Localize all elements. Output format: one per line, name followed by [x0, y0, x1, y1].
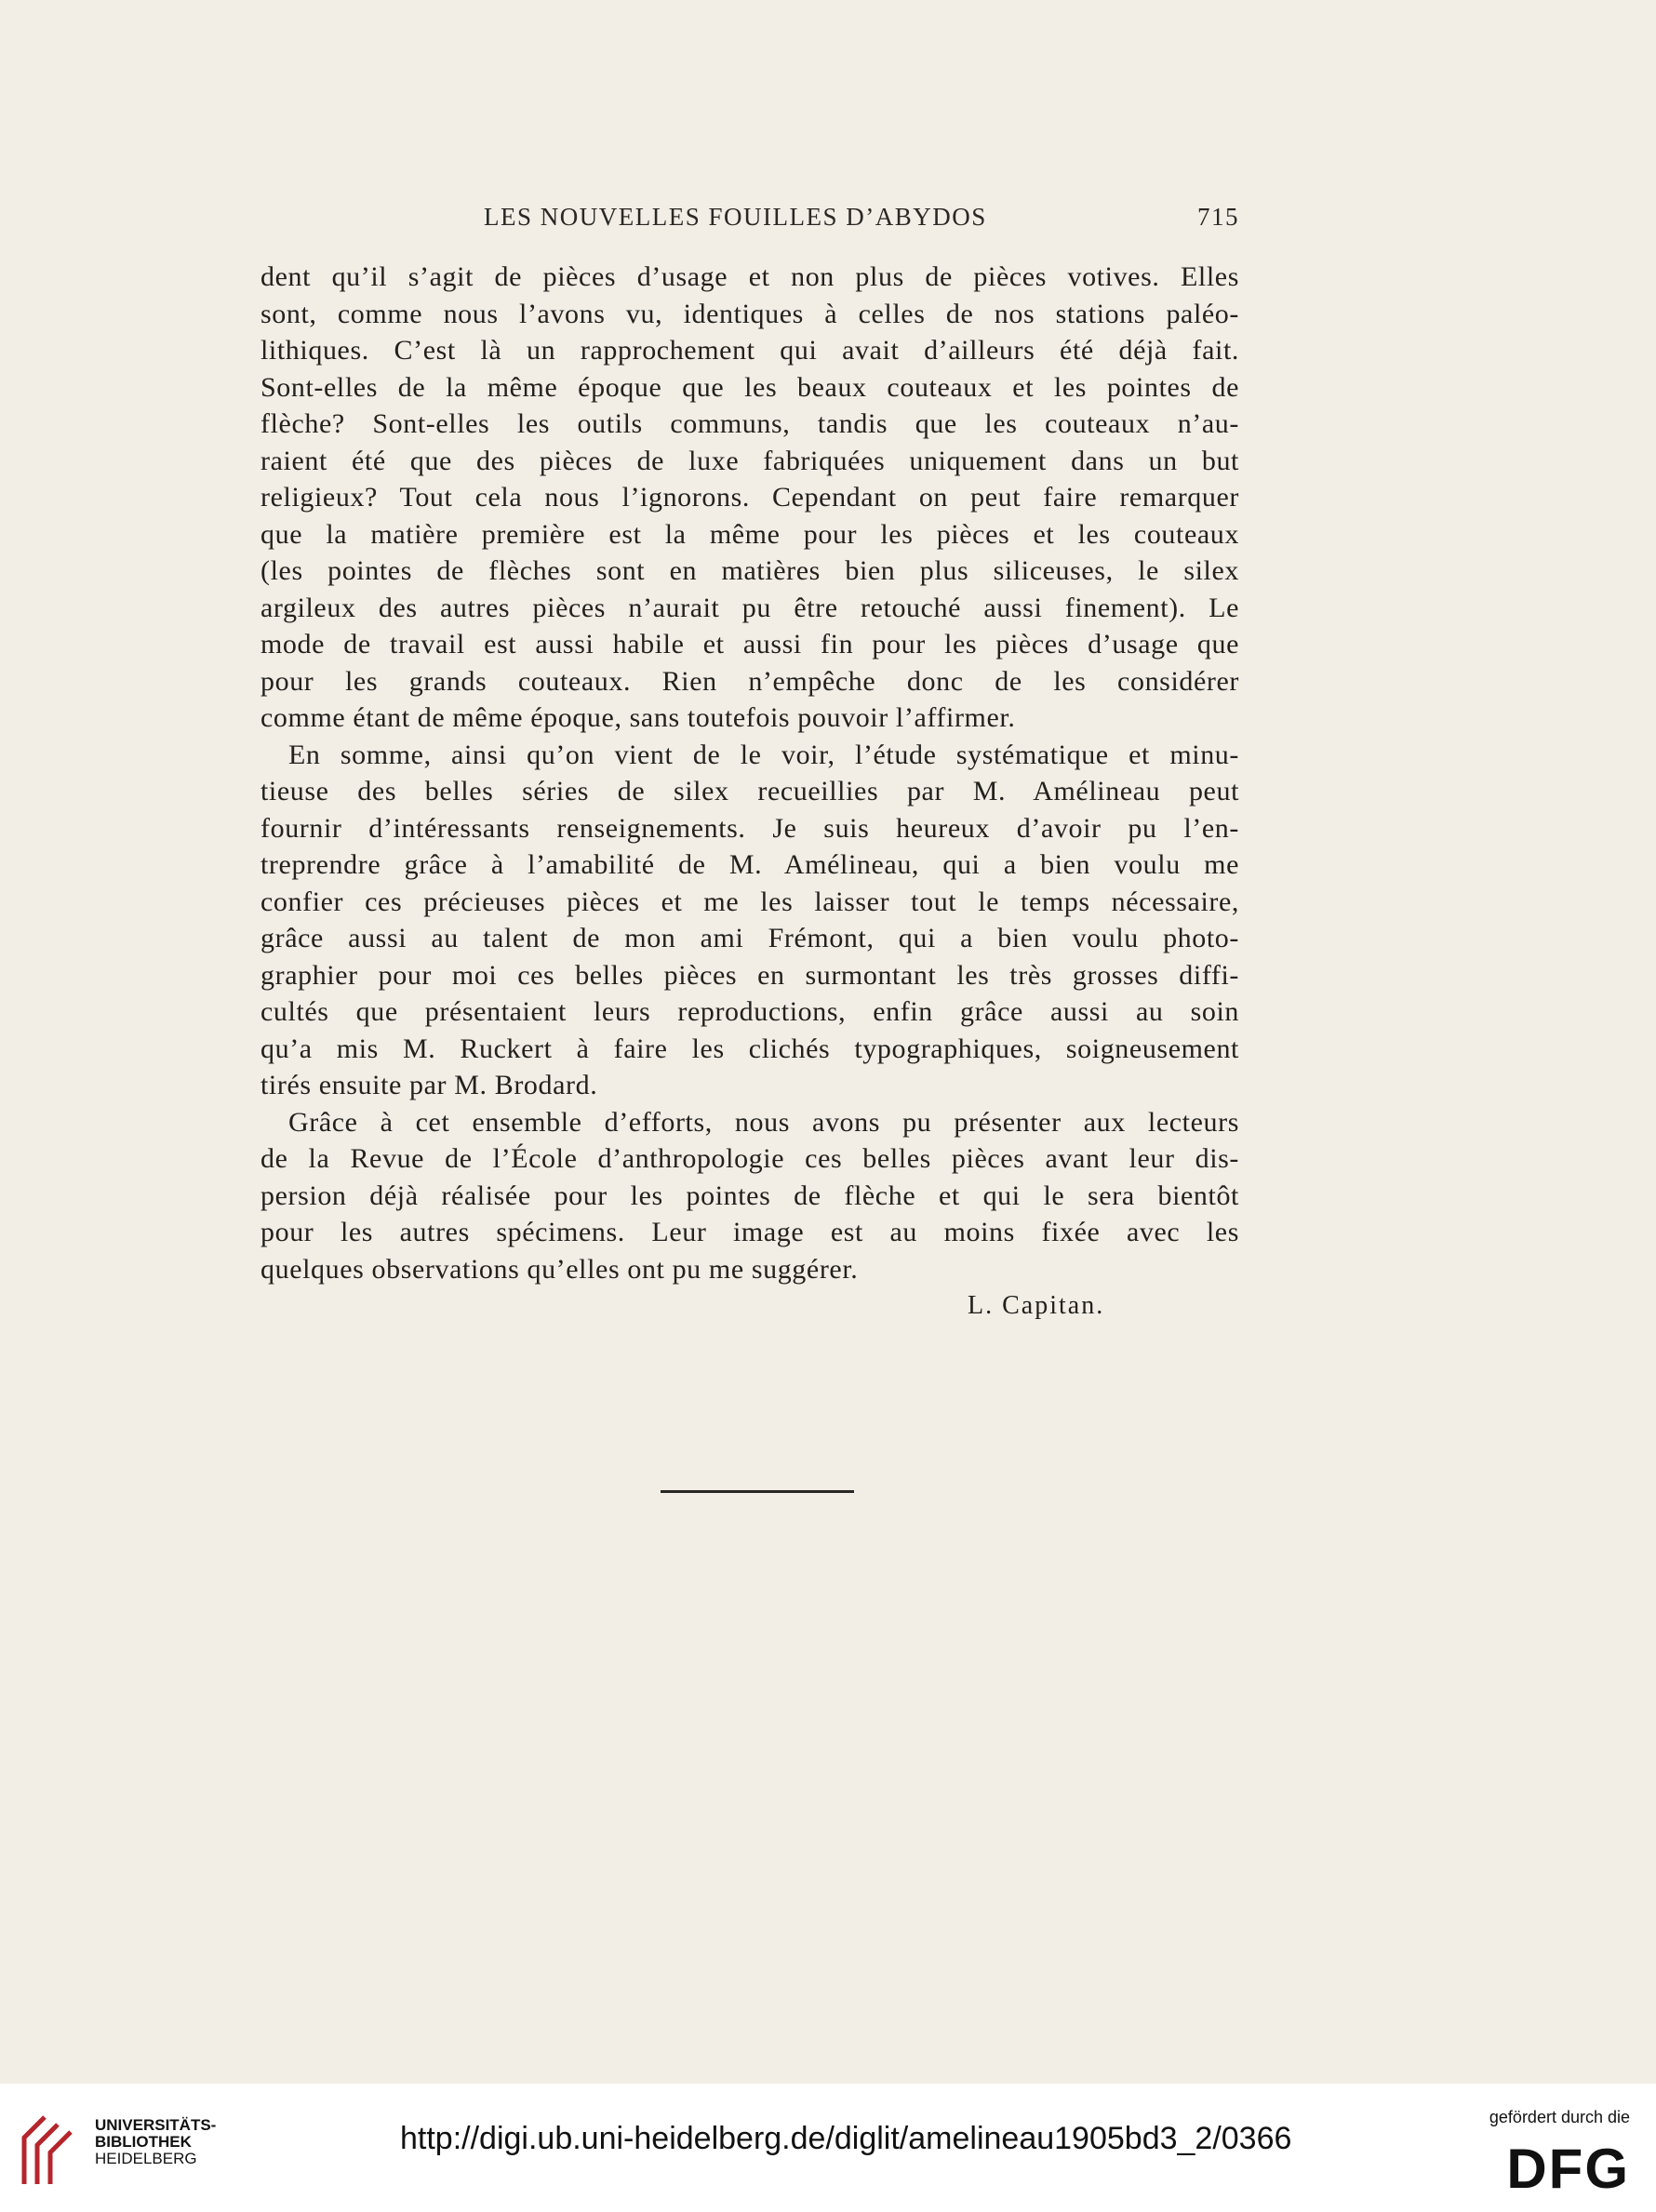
page-number: 715 — [1197, 203, 1239, 231]
text-line: pour les autres spécimens. Leur image est au moins fixée avec les — [260, 1217, 1239, 1247]
text-line: dent qu’il s’agit de pièces d’usage et non plus de pièces votives. Elles — [260, 261, 1239, 292]
text-line: graphier pour moi ces belles pièces en surmontant les très grosses diffi- — [260, 959, 1239, 991]
library-logo-icon — [17, 2112, 74, 2190]
text-line: grâce aussi au talent de mon ami Frémont, qui a bien voulu photo- — [260, 923, 1239, 953]
author-signature: L. Capitan. — [968, 1291, 1105, 1320]
library-name-line: HEIDELBERG — [95, 2150, 197, 2167]
text-line: mode de travail est aussi habile et aussi fin pour les pièces d’usage que — [260, 629, 1239, 660]
text-line: comme étant de même époque, sans toutefois pouvoir l’affirmer. — [260, 702, 1016, 733]
text-line: tirés ensuite par M. Brodard. — [260, 1070, 598, 1100]
text-line: cultés que présentaient leurs reproductions, enfin grâce aussi au soin — [260, 996, 1239, 1027]
text-line: fournir d’intéressants renseignements. Je suis heureux d’avoir pu l’en- — [260, 812, 1239, 844]
text-line: treprendre grâce à l’amabilité de M. Amélineau, qui a bien voulu me — [260, 849, 1239, 880]
body-text — [260, 259, 1239, 1287]
text-line: raient été que des pièces de luxe fabriquées uniquement dans un but — [260, 445, 1239, 476]
library-name-line: BIBLIOTHEK — [95, 2133, 192, 2151]
running-head: LES NOUVELLES FOUILLES D’ABYDOS — [484, 203, 987, 231]
text-line: quelques observations qu’elles ont pu me suggérer. — [260, 1253, 859, 1285]
text-line: pour les grands couteaux. Rien n’empêche donc de les considérer — [260, 665, 1239, 697]
permalink-url[interactable]: http://digi.ub.uni-heidelberg.de/diglit/amelineau1905bd3_2/0366 — [400, 2121, 1292, 2156]
text-line: lithiques. C’est là un rapprochement qui avait d’ailleurs été déjà fait. — [260, 335, 1239, 366]
text-line: flèche? Sont-elles les outils communs, tandis que les couteaux n’au- — [260, 408, 1239, 439]
text-line: confier ces précieuses pièces et me les laisser tout le temps nécessaire, — [260, 886, 1239, 917]
text-line: religieux? Tout cela nous l’ignorons. Cependant on peut faire remarquer — [260, 482, 1239, 513]
text-line: tieuse des belles séries de silex recueillies par M. Amélineau peut — [260, 776, 1239, 806]
text-line: persion déjà réalisée pour les pointes de flèche et qui le sera bientôt — [260, 1179, 1239, 1211]
dfg-logo: DFG — [1506, 2138, 1630, 2200]
library-name-line: UNIVERSITÄTS- — [95, 2116, 217, 2134]
page-header — [260, 203, 1239, 240]
text-line: que la matière première est la même pour les pièces et les couteaux — [260, 518, 1239, 550]
text-line: sont, comme nous l’avons vu, identiques à celles de nos stations paléo- — [260, 298, 1239, 329]
end-rule-divider — [661, 1490, 854, 1493]
text-line: argileux des autres pièces n’aurait pu être retouché aussi finement). Le — [260, 592, 1239, 623]
library-name — [95, 2117, 216, 2167]
text-line: Sont-elles de la même époque que les beaux couteaux et les pointes de — [260, 371, 1239, 403]
text-line: Grâce à cet ensemble d’efforts, nous avons pu présenter aux lecteurs — [288, 1106, 1239, 1138]
text-line: qu’a mis M. Ruckert à faire les clichés typographiques, soigneusement — [260, 1033, 1239, 1064]
text-line: de la Revue de l’École d’anthropologie ces belles pièces avant leur dis- — [260, 1143, 1239, 1174]
text-line: En somme, ainsi qu’on vient de le voir, l’étude systématique et minu- — [288, 739, 1239, 770]
text-line: (les pointes de flèches sont en matières bien plus siliceuses, le silex — [260, 555, 1239, 586]
funded-by-label: gefördert durch die — [1489, 2108, 1630, 2126]
digitization-footer — [0, 2084, 1656, 2212]
